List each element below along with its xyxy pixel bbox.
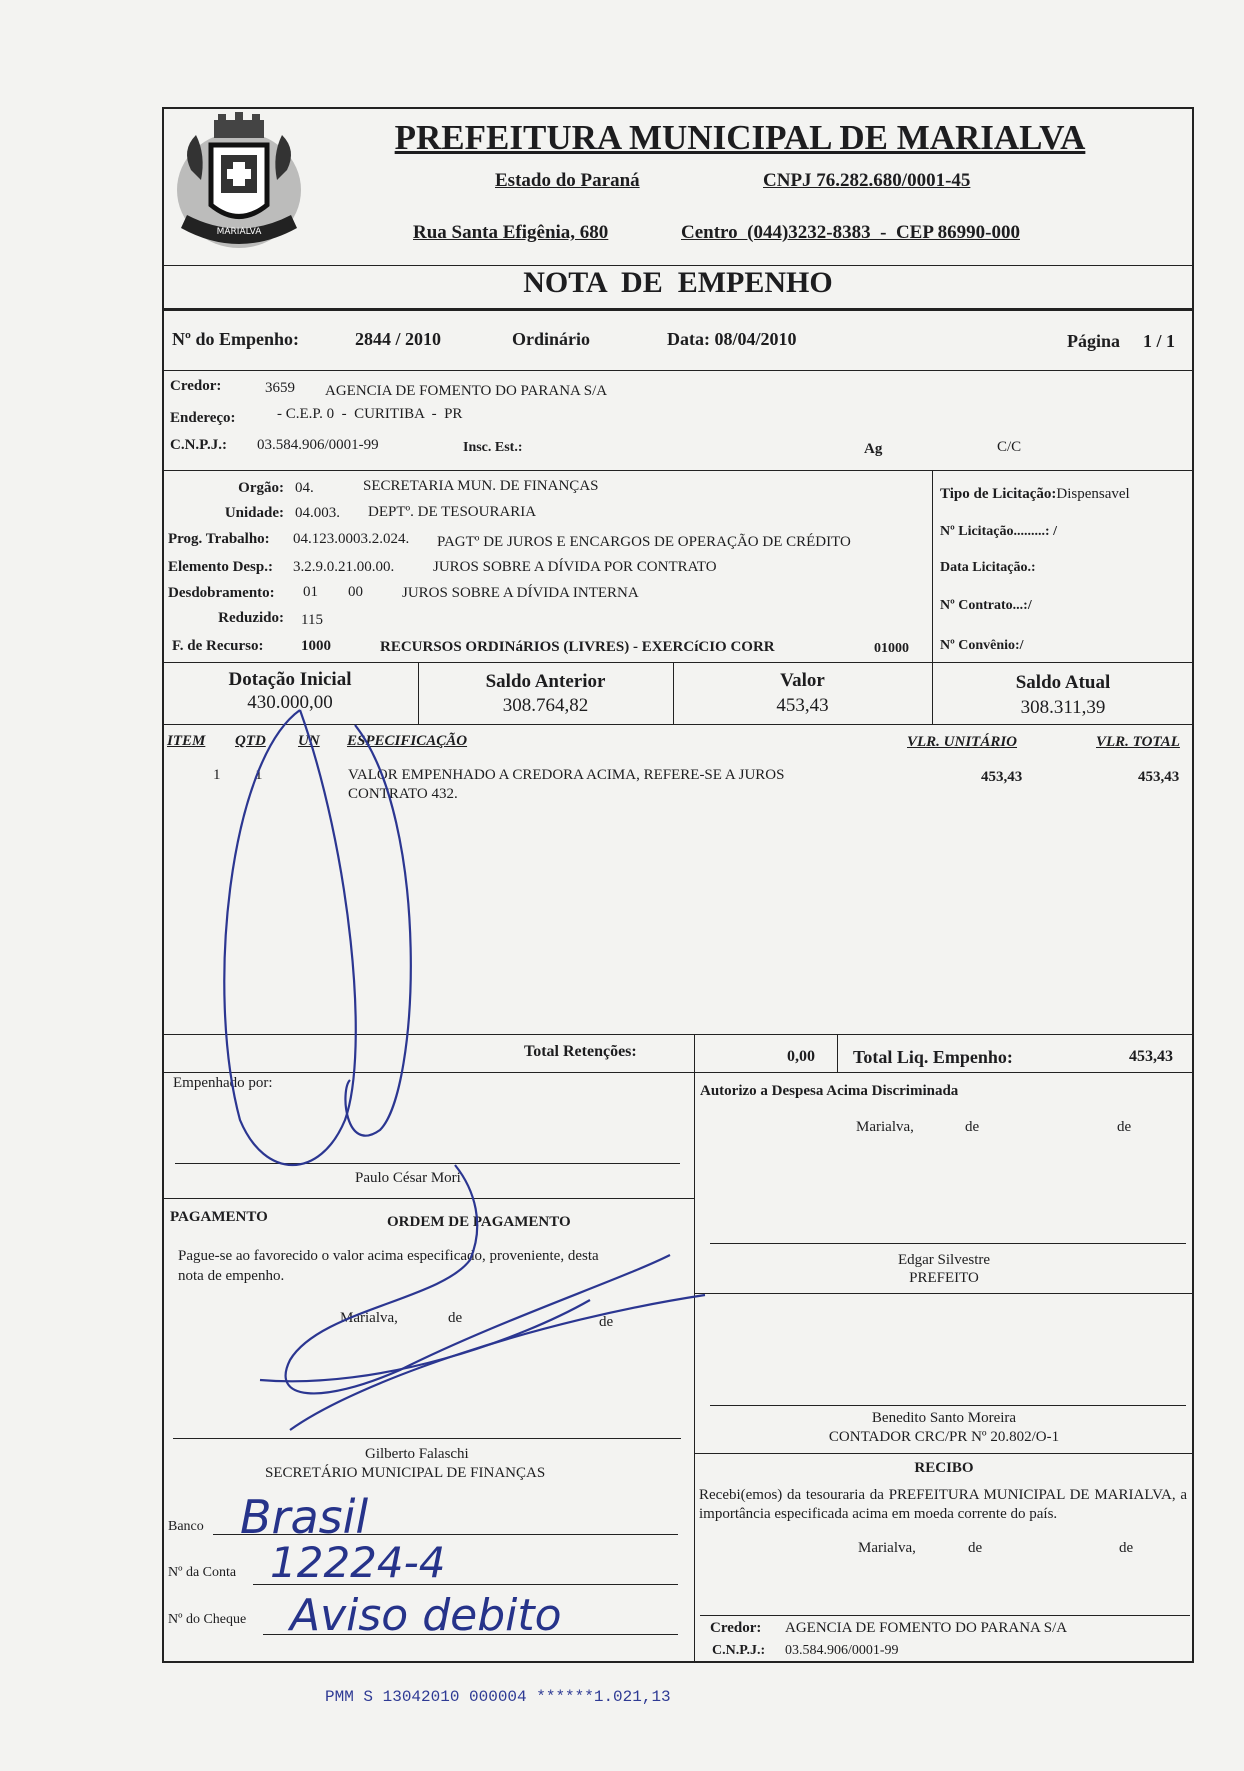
retencoes-label: Total Retenções: [524,1043,637,1060]
conta-handwritten: 12224-4 [270,1538,446,1587]
credor-label: Credor: [170,378,222,394]
tipo-licitacao-label: Tipo de Licitação: [940,486,1057,502]
col-vlr-total: VLR. TOTAL [1096,734,1180,750]
recurso-code: 1000 [301,638,331,654]
autorizo-label: Autorizo a Despesa Acima Discriminada [700,1083,959,1099]
desdobramento-name: JUROS SOBRE A DÍVIDA INTERNA [402,585,639,601]
credor-address: - C.E.P. 0 - CURITIBA - PR [277,406,463,422]
prog-trabalho-label: Prog. Trabalho: [168,531,270,547]
secretario-role: SECRETÁRIO MUNICIPAL DE FINANÇAS [265,1465,546,1481]
svg-text:MARIALVA: MARIALVA [216,227,262,237]
desdobramento-code2: 00 [348,584,363,600]
item-qtd: 1 [255,767,263,783]
signature-loop-mori [224,710,355,1165]
numero-convenio: Nº Convênio:/ [940,638,1024,653]
signature-loop-falaschi [286,1165,670,1393]
prefecture-address: Rua Santa Efigênia, 680 [413,222,609,243]
empenhado-name: Paulo César Mori [355,1170,461,1186]
valor-value: 453,43 [776,695,829,716]
recibo-credor-label: Credor: [710,1620,762,1636]
numero-contrato: Nº Contrato...:/ [940,598,1032,613]
liquido-value: 453,43 [1129,1048,1173,1065]
autorizo-city: Marialva, [856,1119,914,1135]
contador-name: Benedito Santo Moreira [871,1410,1017,1426]
desdobramento-label: Desdobramento: [168,585,275,601]
prog-trabalho-code: 04.123.0003.2.024. [293,531,410,547]
saldo-atual-value: 308.311,39 [1020,697,1106,718]
recibo-label: RECIBO [914,1460,974,1476]
recibo-text: Recebi(emos) da tesouraria da PREFEITURA MUNICIPAL DE MARIALVA, a importância especificada acima em moeda corrente do país. [699,1487,1187,1522]
empenhado-label: Empenhado por: [173,1075,273,1091]
page-number: 1 / 1 [1143,331,1176,351]
credor-cnpj: 03.584.906/0001-99 [257,437,379,453]
col-item: ITEM [167,733,206,749]
secretario-name: Gilberto Falaschi [365,1446,469,1462]
autorizo-de-2: de [1117,1119,1132,1135]
retencoes-value: 0,00 [787,1048,815,1065]
insc-est-label: Insc. Est.: [463,440,523,455]
recurso-code2: 01000 [874,641,909,656]
tape-print: PMM S 13042010 000004 ******1.021,13 [325,1688,671,1706]
recibo-de-1: de [968,1540,983,1556]
recurso-label: F. de Recurso: [172,638,264,654]
unidade-code: 04.003. [295,505,340,521]
cheque-handwritten: Aviso debito [290,1590,562,1641]
reduzido-label: Reduzido: [218,610,284,626]
dotacao-value: 430.000,00 [247,692,333,713]
col-un: UN [298,733,320,749]
saldo-atual-label: Saldo Atual [1015,672,1111,693]
item-description-1: VALOR EMPENHADO A CREDORA ACIMA, REFERE-SE A JUROS [348,767,785,783]
agency-label: Ag [864,441,883,457]
prefecture-contact: Centro (044)3232-8383 - CEP 86990-000 [681,222,1020,243]
item-total-value: 453,43 [1138,769,1180,785]
item-description-2: CONTRATO 432. [348,786,458,802]
autorizo-de-1: de [965,1119,980,1135]
empenho-type: Ordinário [512,329,591,349]
contador-role: CONTADOR CRC/PR Nº 20.802/O-1 [828,1429,1060,1445]
recibo-de-2: de [1119,1540,1134,1556]
empenho-date: Data: 08/04/2010 [667,329,797,349]
orgao-name: SECRETARIA MUN. DE FINANÇAS [363,478,599,494]
prefeito-name: Edgar Silvestre [897,1252,991,1268]
col-especificacao: ESPECIFICAÇÃO [347,733,468,749]
tipo-licitacao-value: Dispensavel [1056,486,1130,502]
orgao-code: 04. [295,480,314,496]
col-qtd: QTD [235,733,266,749]
recibo-credor-name: AGENCIA DE FOMENTO DO PARANA S/A [785,1620,1068,1636]
elemento-code: 3.2.9.0.21.00.00. [293,559,395,575]
prefecture-title: PREFEITURA MUNICIPAL DE MARIALVA [394,118,1086,157]
credor-name: AGENCIA DE FOMENTO DO PARANA S/A [325,383,608,399]
saldo-anterior-value: 308.764,82 [502,695,589,716]
data-licitacao: Data Licitação.: [940,560,1036,575]
recibo-city: Marialva, [858,1540,916,1556]
prefecture-cnpj: CNPJ 76.282.680/0001-45 [763,170,971,191]
liquido-label: Total Liq. Empenho: [853,1047,1013,1067]
banco-label: Banco [168,1519,204,1534]
empenho-number-label: Nº do Empenho: [172,329,299,349]
pagamento-label: PAGAMENTO [170,1209,268,1225]
elemento-label: Elemento Desp.: [168,559,273,575]
desdobramento-code1: 01 [303,584,318,600]
pagamento-text-2: nota de empenho. [178,1268,285,1284]
saldo-anterior-label: Saldo Anterior [485,671,606,692]
address-label: Endereço: [170,410,236,426]
item-unit-value: 453,43 [981,769,1023,785]
unidade-label: Unidade: [224,505,284,521]
valor-label: Valor [780,670,825,691]
page-label: Página [1067,331,1121,351]
col-vlr-unitario: VLR. UNITÁRIO [907,734,1018,750]
banco-handwritten: Brasil [240,1490,369,1544]
cnpj-label: C.N.P.J.: [170,437,227,453]
state-name: Estado do Paraná [495,170,640,191]
item-number: 1 [213,767,221,783]
credor-code: 3659 [265,380,295,396]
pagamento-de-1: de [448,1310,463,1326]
numero-licitacao: Nº Licitação.........: / [940,524,1057,539]
prefeito-role: PREFEITO [909,1270,979,1286]
unidade-name: DEPTº. DE TESOURARIA [368,504,537,520]
recibo-cnpj: 03.584.906/0001-99 [785,1643,899,1658]
pagamento-city: Marialva, [340,1310,398,1326]
account-label: C/C [997,439,1022,455]
ordem-pagamento: ORDEM DE PAGAMENTO [387,1214,571,1230]
empenho-number: 2844 / 2010 [355,329,442,349]
reduzido-code: 115 [301,612,323,628]
recurso-name: RECURSOS ORDINáRIOS (LIVRES) - EXERCíCIO CORR [380,639,775,655]
pagamento-de-2: de [599,1314,614,1330]
cheque-label: Nº do Cheque [168,1612,247,1627]
elemento-name: JUROS SOBRE A DÍVIDA POR CONTRATO [433,559,717,575]
orgao-label: Orgão: [238,480,284,496]
conta-label: Nº da Conta [168,1565,237,1580]
dotacao-label: Dotação Inicial [228,669,352,690]
prog-trabalho-name: PAGTº DE JUROS E ENCARGOS DE OPERAÇÃO DE CRÉDITO [437,534,851,550]
recibo-cnpj-label: C.N.P.J.: [712,1643,766,1658]
pagamento-text-1: Pague-se ao favorecido o valor acima especificado, proveniente, desta [178,1248,599,1264]
document-title: NOTA DE EMPENHO [523,266,833,299]
